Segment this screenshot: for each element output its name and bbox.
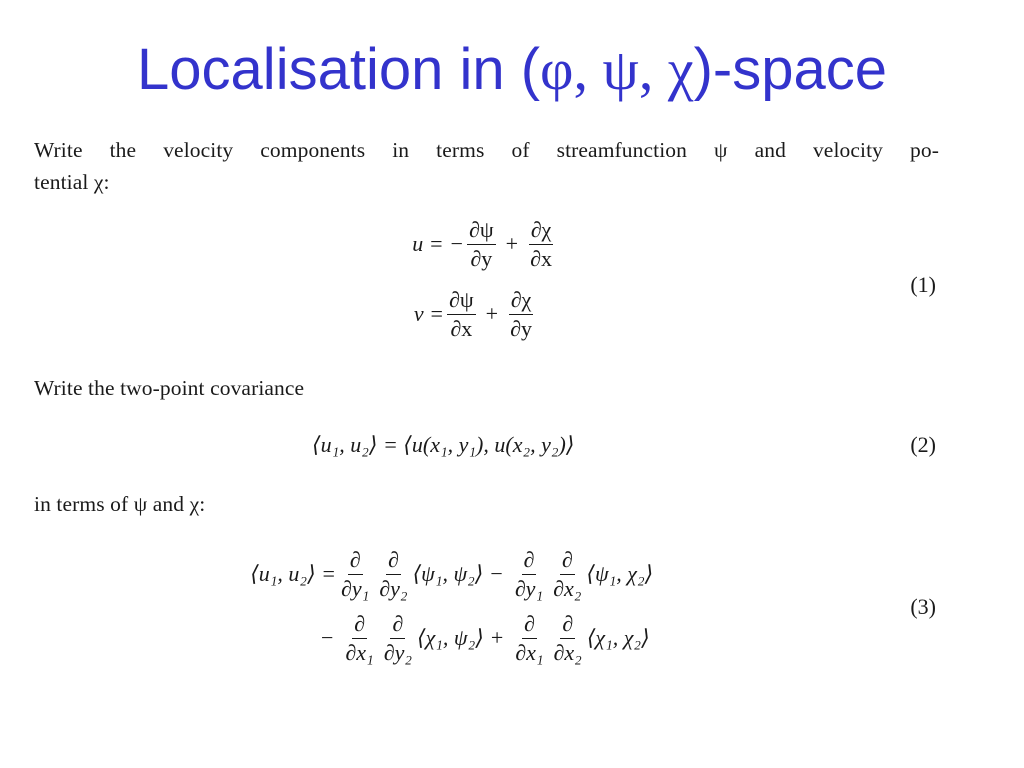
covariance-paragraph: [34, 372, 939, 404]
fraction-numerator: ∂χ: [529, 218, 554, 244]
eq3-term-psi-chi: ⟨ψ₁, χ₂⟩: [586, 561, 654, 586]
eq1-u-term1: [467, 218, 496, 269]
equation-3: [228, 546, 653, 666]
fraction-numerator: ∂: [390, 612, 405, 638]
title-greek-symbols: φ, ψ, χ: [540, 37, 694, 102]
equation-3-row-1: [228, 546, 653, 602]
eq3-derivative: [382, 612, 414, 663]
terms-line: in terms of ψ and χ:: [34, 492, 206, 516]
fraction-numerator: ∂: [352, 612, 367, 638]
equation-1-u-row: [392, 216, 557, 272]
eq1-v-term2: [508, 288, 534, 339]
eq3-term-psi-psi: ⟨ψ₁, ψ₂⟩: [412, 561, 484, 586]
eq1-u-term2: [528, 218, 554, 269]
slide-title: [0, 38, 1024, 102]
plus-sign: +: [485, 301, 499, 326]
equation-3-row-2: [228, 610, 653, 666]
minus-sign: −: [490, 561, 503, 586]
fraction-denominator: ∂x₁: [515, 639, 544, 665]
eq3-derivative: [513, 548, 545, 599]
eq3-derivative: [552, 612, 584, 663]
eq3-lhs: ⟨u₁, u₂⟩ =: [250, 561, 336, 586]
fraction-denominator: ∂x₂: [553, 575, 582, 601]
terms-paragraph: [34, 488, 939, 520]
equation-2: [312, 432, 574, 458]
equation-3-number: (3): [910, 594, 936, 619]
equation-1: [392, 216, 557, 342]
covariance-line: Write the two-point covariance: [34, 376, 305, 400]
fraction-denominator: ∂y₁: [341, 575, 370, 601]
eq1-v-term1: [447, 288, 476, 339]
minus-sign: −: [321, 625, 334, 650]
fraction-denominator: ∂y₂: [383, 639, 413, 665]
eq1-u-lhs: u = −: [412, 231, 464, 256]
equation-1-number: (1): [910, 272, 936, 297]
fraction-numerator: ∂χ: [509, 288, 534, 314]
fraction-numerator: ∂: [522, 612, 537, 638]
fraction-denominator: ∂y₂: [379, 575, 408, 601]
eq1-v-lhs: v =: [413, 301, 444, 326]
fraction-denominator: ∂y: [510, 315, 532, 341]
equation-1-v-row: [392, 286, 557, 342]
fraction-denominator: ∂x: [450, 315, 473, 341]
fraction-denominator: ∂y₁: [514, 575, 544, 601]
fraction-denominator: ∂x₁: [345, 639, 374, 665]
fraction-denominator: ∂x: [530, 245, 552, 271]
intro-line-2: tential χ:: [34, 170, 110, 194]
fraction-numerator: ∂ψ: [447, 288, 476, 314]
plus-sign: +: [505, 231, 519, 256]
eq3-derivative: [339, 548, 371, 599]
eq3-term-chi-chi: ⟨χ₁, χ₂⟩: [586, 625, 650, 650]
title-prefix: Localisation in (: [137, 37, 541, 102]
fraction-numerator: ∂: [560, 612, 575, 638]
eq3-derivative: [377, 548, 409, 599]
title-suffix: )-space: [693, 37, 887, 102]
eq3-term-chi-psi: ⟨χ₁, ψ₂⟩: [417, 625, 484, 650]
eq3-derivative: [513, 612, 545, 663]
fraction-denominator: ∂x₂: [553, 639, 582, 665]
eq3-derivative: [343, 612, 375, 663]
fraction-numerator: ∂: [560, 548, 575, 574]
fraction-numerator: ∂: [348, 548, 363, 574]
eq3-derivative: [551, 548, 583, 599]
fraction-numerator: ∂: [386, 548, 401, 574]
fraction-numerator: ∂: [522, 548, 537, 574]
fraction-denominator: ∂y: [470, 245, 493, 271]
equation-2-text: ⟨u₁, u₂⟩ = ⟨u(x₁, y₁), u(x₂, y₂)⟩: [312, 432, 575, 457]
equation-2-number: (2): [910, 432, 936, 457]
intro-paragraph: [34, 134, 939, 198]
plus-sign: +: [490, 625, 504, 650]
intro-line-1: Write the velocity components in terms of streamfunction ψ and velocity po-: [34, 138, 939, 162]
fraction-numerator: ∂ψ: [467, 218, 496, 244]
